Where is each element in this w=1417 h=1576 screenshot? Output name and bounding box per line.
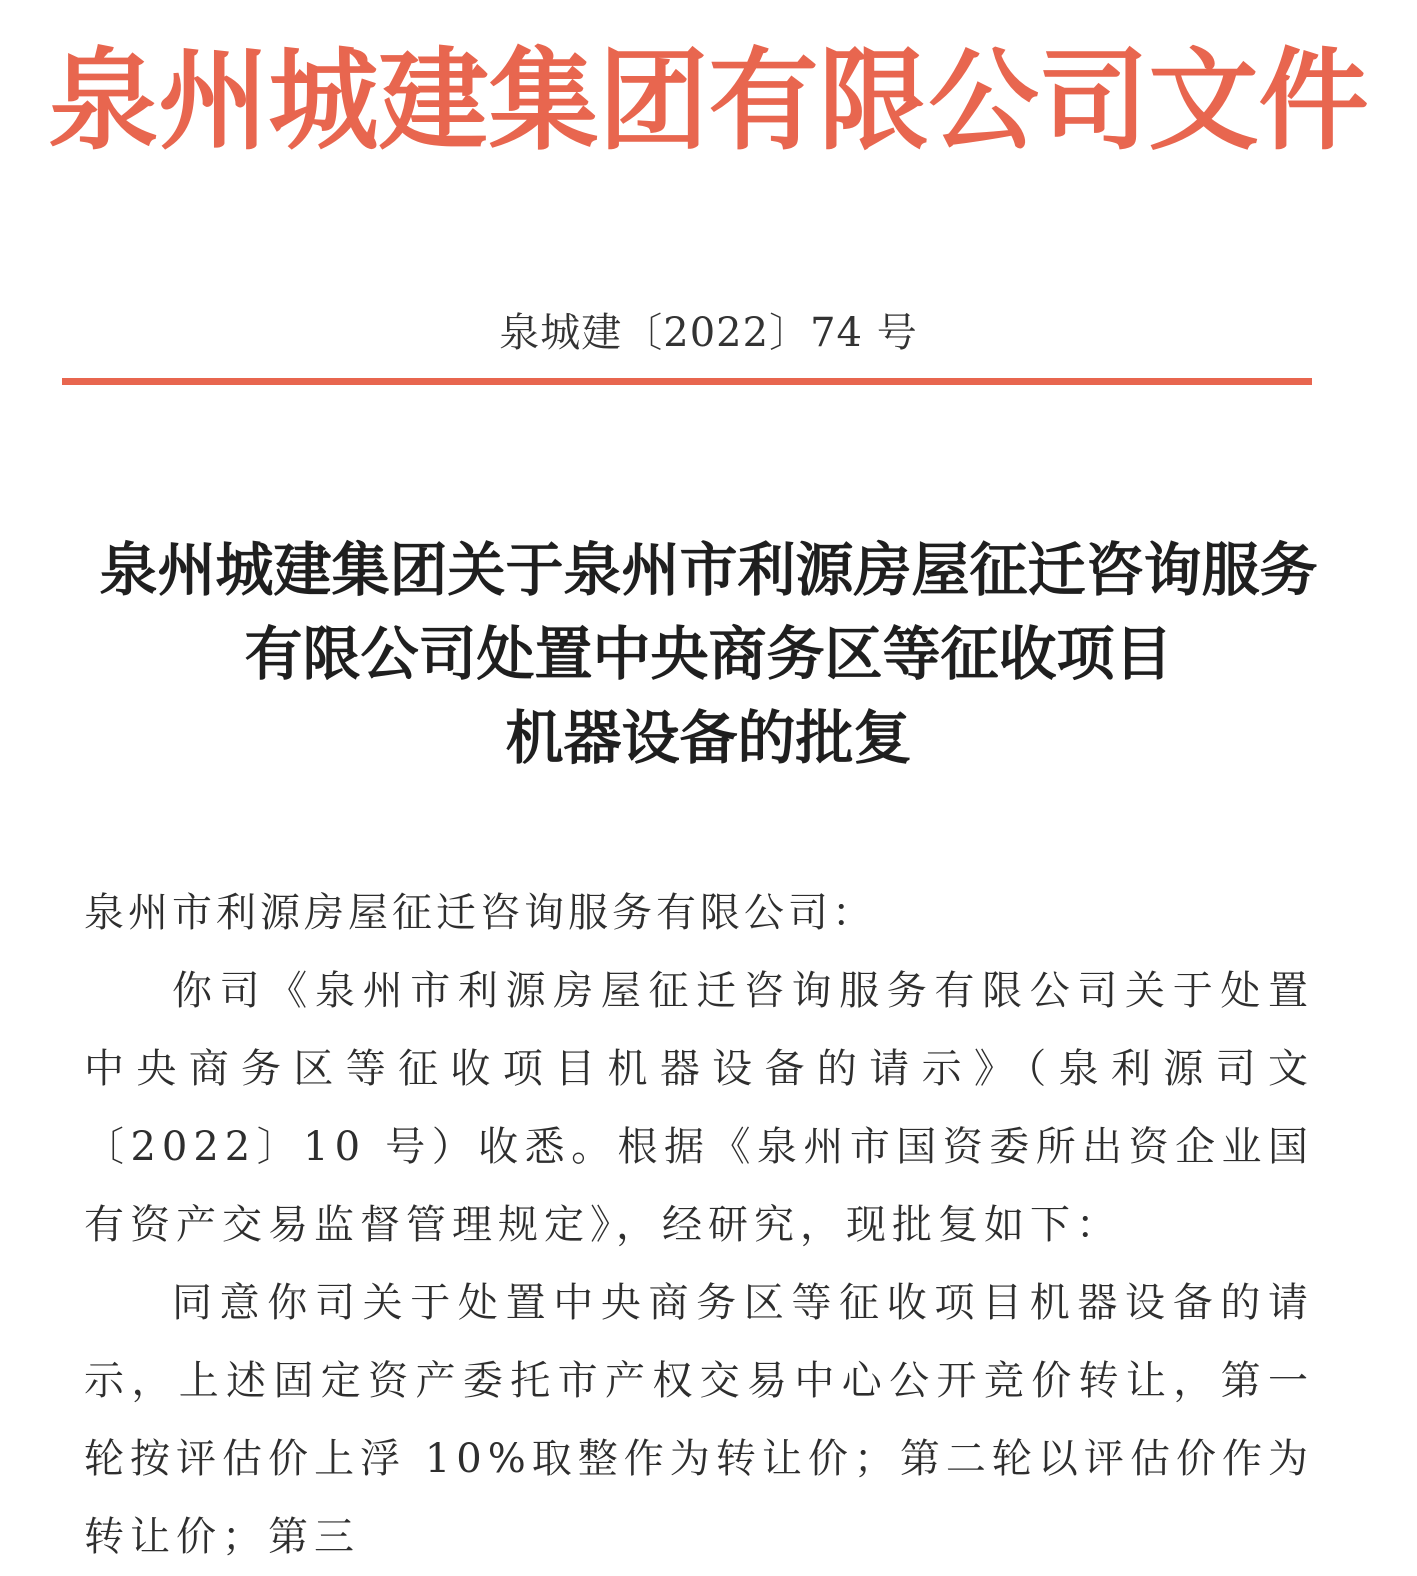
body-paragraph-1: 你司《泉州市利源房屋征迁咨询服务有限公司关于处置中央商务区等征收项目机器设备的请示》（泉利源司文〔2022〕10 号）收悉。根据《泉州市国资委所出资企业国有资产交易监督管理规定》，经研究，现批复如下： [84, 968, 1314, 1248]
title-line-1: 泉州城建集团关于泉州市利源房屋征迁咨询服务 [99, 536, 1318, 604]
document-body [84, 874, 1314, 1576]
title-line-3: 机器设备的批复 [505, 704, 912, 772]
document-number: 泉城建〔2022〕74 号 [499, 310, 918, 356]
title-line-2: 有限公司处置中央商务区等征收项目 [244, 620, 1173, 688]
document-title [0, 528, 1417, 780]
body-paragraph-2: 同意你司关于处置中央商务区等征收项目机器设备的请示，上述固定资产委托市产权交易中心公开竞价转让，第一轮按评估价上浮 10%取整作为转让价；第二轮以评估价作为转让价；第三 [84, 1280, 1314, 1560]
red-divider-rule [62, 378, 1312, 385]
salutation: 泉州市利源房屋征迁咨询服务有限公司： [84, 890, 876, 936]
document-masthead: 泉州城建集团有限公司文件 [48, 37, 1369, 165]
